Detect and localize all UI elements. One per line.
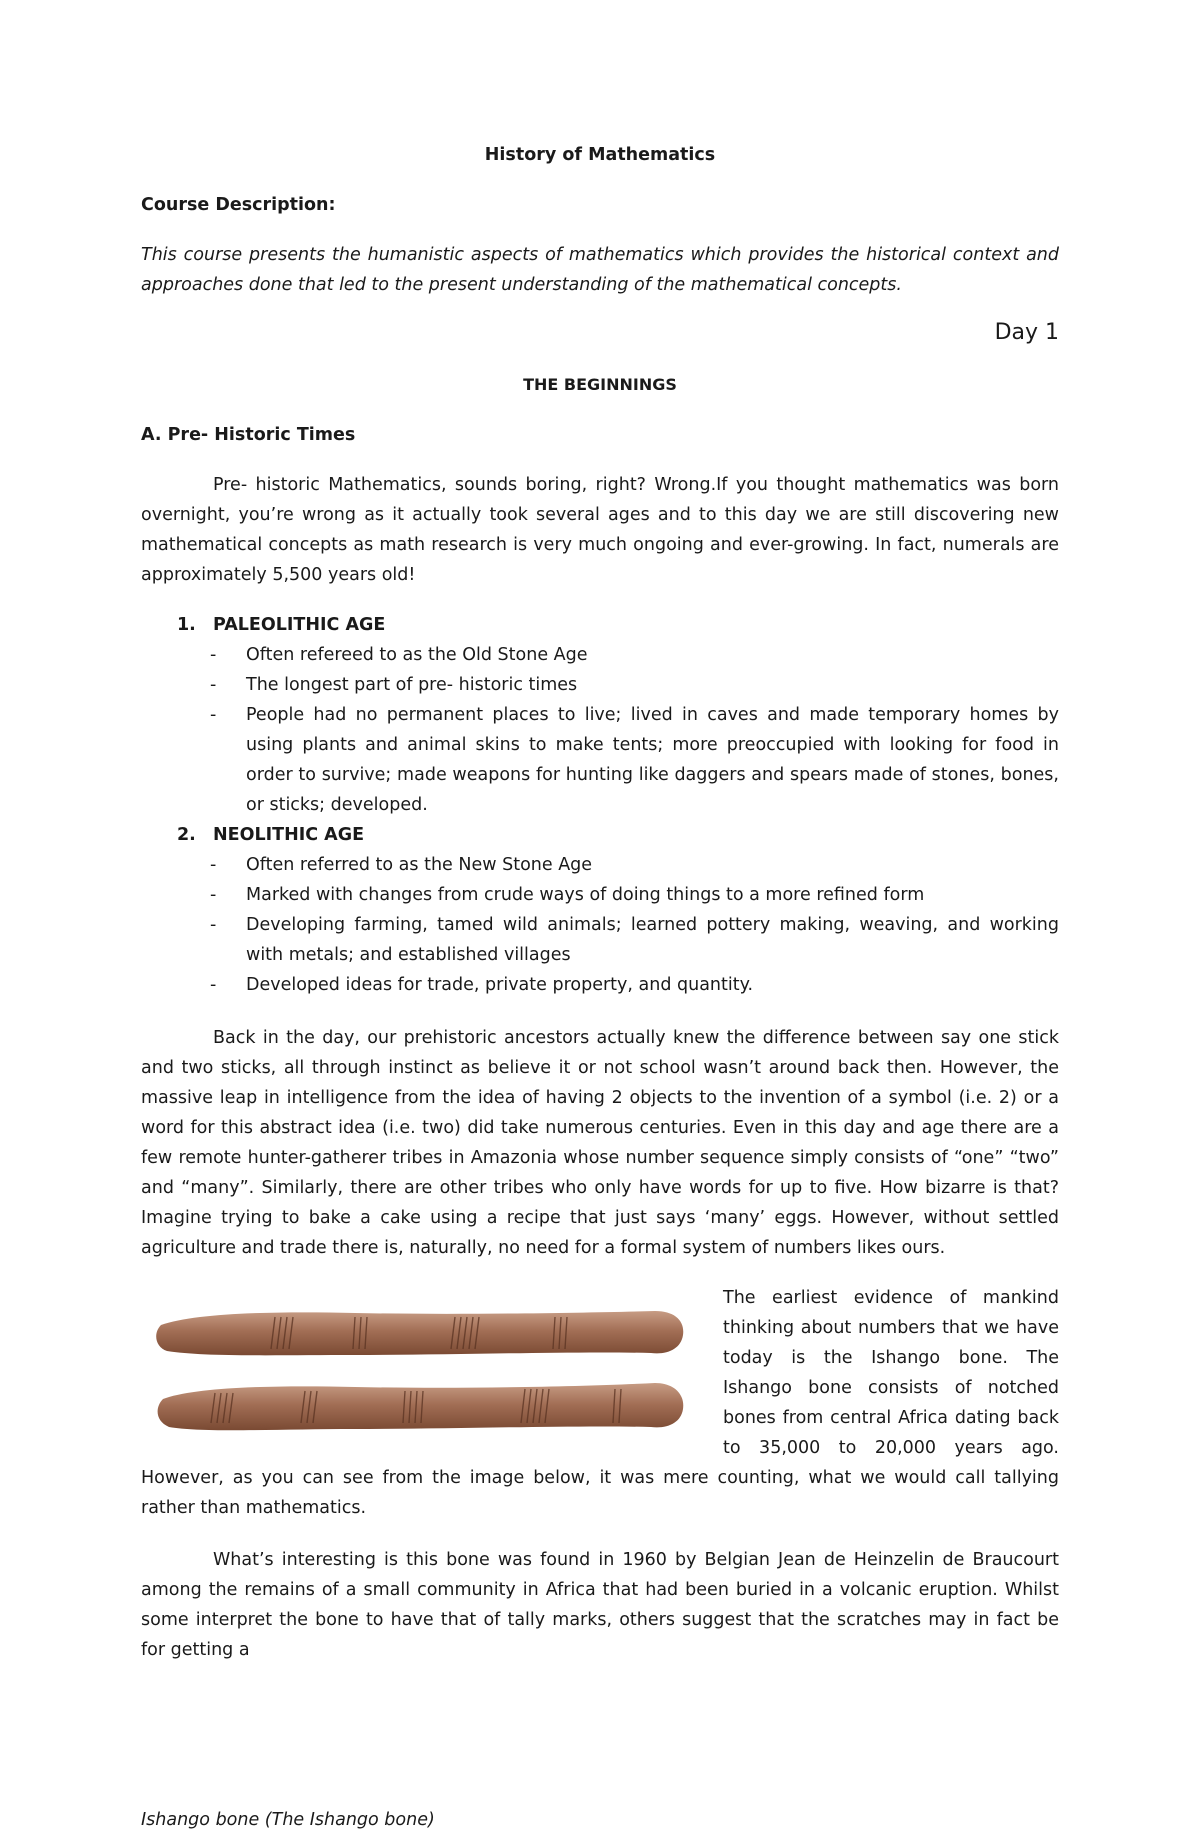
list-item-text: Developed ideas for trade, private property, and quantity. [246, 975, 754, 995]
list-item-text: Developing farming, tamed wild animals; learned pottery making, weaving, and working with metals; and established villages [246, 915, 1059, 965]
ishango-bone-image [155, 1295, 685, 1457]
bone-top [156, 1311, 683, 1355]
dash-bullet: - [210, 915, 217, 935]
list-item-text: Often refereed to as the Old Stone Age [246, 645, 588, 665]
age-title: NEOLITHIC AGE [213, 825, 365, 845]
ishango-continuation: However, as you can see from the image below, it was mere counting, what we would call tallying rather than mathematics. [141, 1468, 1059, 1518]
image-caption: Ishango bone (The Ishango bone) [141, 1810, 435, 1830]
subsection-title: A. Pre- Historic Times [141, 425, 356, 445]
dash-bullet: - [210, 675, 217, 695]
dash-bullet: - [210, 705, 217, 725]
age-heading [141, 820, 1059, 850]
dash-bullet: - [210, 975, 217, 995]
document-title: History of Mathematics [484, 145, 716, 165]
list-item-text: People had no permanent places to live; lived in caves and made temporary homes by using plants and animal skins to make tents; more preoccupied with looking for food in order to survive; made weapons for hunting like daggers and spears made of stones, bones, or sticks; developed. [246, 705, 1059, 815]
discovery-paragraph-text: What’s interesting is this bone was found in 1960 by Belgian Jean de Heinzelin de Braucourt among the remains of a small community in Africa that had been buried in a volcanic eruption. Whilst some interpret the bone to have that of tally marks, others suggest that the scratches may in fact be for getting a [141, 1550, 1059, 1660]
ishango-figure-row [141, 1283, 1059, 1463]
tally-paragraph [141, 1023, 1059, 1263]
list-item [141, 880, 1059, 910]
course-description-label: Course Description: [141, 195, 336, 215]
dash-bullet: - [210, 885, 217, 905]
list-item [141, 700, 1059, 820]
tally-paragraph-text: Back in the day, our prehistoric ancestors actually knew the difference between say one stick and two sticks, all through instinct as believe it or not school wasn’t around back then. However, the massive leap in intelligence from the idea of having 2 objects to the invention of a symbol (i.e. 2) or a word for this abstract idea (i.e. two) did take numerous centuries. Even in this day and age there are a few remote hunter-gatherer tribes in Amazonia whose number sequence simply consists of “one” “two” and “many”. Similarly, there are other tribes who only have words for up to five. How bizarre is that? Imagine trying to bake a cake using a recipe that just says ‘many’ eggs. However, without settled agriculture and trade there is, naturally, no need for a formal system of numbers likes ours. [141, 1028, 1059, 1258]
day-label: Day 1 [994, 320, 1059, 345]
dash-bullet: - [210, 855, 217, 875]
ages-list [141, 610, 1059, 1000]
list-item-text: Marked with changes from crude ways of doing things to a more refined form [246, 885, 925, 905]
dash-bullet: - [210, 645, 217, 665]
list-item [141, 640, 1059, 670]
age-number: 1. [177, 615, 196, 635]
age-title: PALEOLITHIC AGE [213, 615, 386, 635]
ishango-bone-illustration [155, 1295, 685, 1457]
list-item [141, 670, 1059, 700]
bone-bottom [158, 1383, 684, 1430]
list-item [141, 850, 1059, 880]
list-item-text: Often referred to as the New Stone Age [246, 855, 593, 875]
list-item [141, 970, 1059, 1000]
discovery-paragraph [141, 1545, 1059, 1665]
intro-paragraph [141, 470, 1059, 590]
list-item [141, 910, 1059, 970]
intro-paragraph-text: Pre- historic Mathematics, sounds boring, right? Wrong.If you thought mathematics was born overnight, you’re wrong as it actually took several ages and to this day we are still discovering new mathematical concepts as math research is very much ongoing and ever-growing. In fact, numerals are approximately 5,500 years old! [141, 475, 1059, 585]
ishango-side-text: The earliest evidence of mankind thinking about numbers that we have today is the Ishango bone. The Ishango bone consists of notched bones from central Africa dating back to 35,000 to 20,000 years ago. [723, 1288, 1059, 1458]
course-description-text: This course presents the humanistic aspects of mathematics which provides the historical context and approaches done that led to the present understanding of the mathematical concepts. [141, 245, 1059, 295]
list-item-text: The longest part of pre- historic times [246, 675, 578, 695]
age-heading [141, 610, 1059, 640]
age-number: 2. [177, 825, 196, 845]
section-title: THE BEGINNINGS [523, 375, 677, 394]
